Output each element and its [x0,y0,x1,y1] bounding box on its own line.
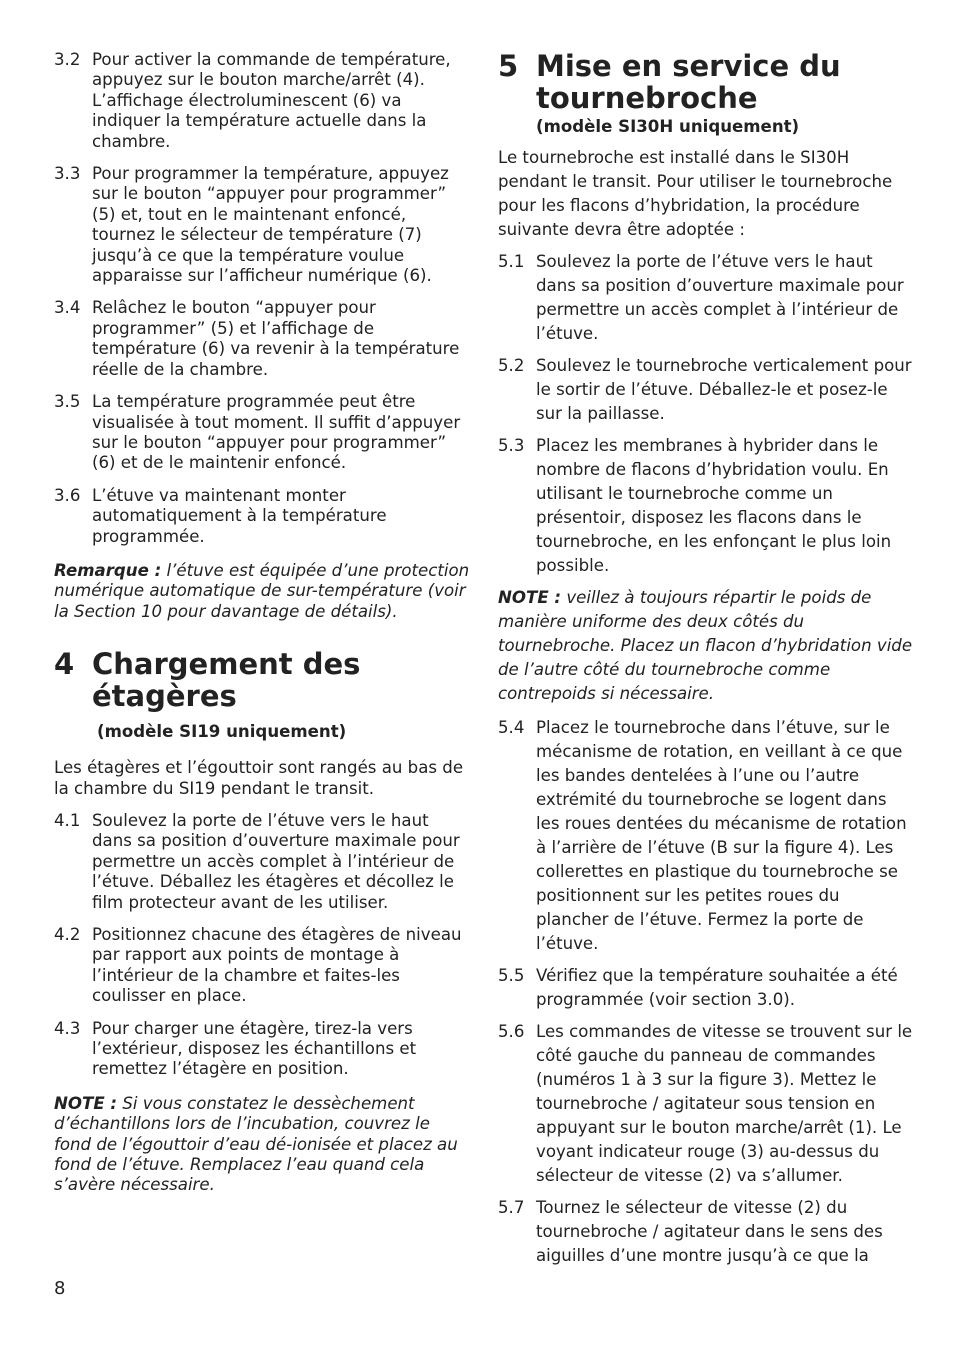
list-item [498,1020,914,1188]
item-number: 3.5 [54,392,81,412]
list-item [498,354,914,426]
item-text: Placez le tournebroche dans l’étuve, sur le mécanisme de rotation, en veillant à ce que les bandes dentelées à l’une ou l’autre extrémité du tournebroche se logent dans les roues dentées du mécanisme de rotation à l’arrière de l’étuve (B sur la figure 4). Les collerettes en plastique du tournebroche se positionnent sur les petites roues du plancher de l’étuve. Fermez la porte de l’étuve. [536,718,907,953]
item-number: 3.6 [54,485,81,505]
item-number: 3.3 [54,164,81,184]
item-text: Soulevez le tournebroche verticalement pour le sortir de l’étuve. Déballez-le et posez-le sur la paillasse. [536,356,912,423]
section-5-subtitle: (modèle SI30H uniquement) [536,117,800,136]
list-item [54,811,470,913]
list-item [498,964,914,1012]
remark-label: Remarque : [54,560,162,580]
list-item [54,164,470,286]
item-text: L’étuve va maintenant monter automatiquement à la température programmée. [92,485,387,546]
item-text: Positionnez chacune des étagères de niveau par rapport aux points de montage à l’intérieur de la chambre et faites-les coulisser en place. [92,925,462,1006]
section-4-title: Chargement des étagères [92,647,361,714]
list-item [498,1196,914,1268]
list-item [54,50,470,152]
list-item [54,1019,470,1080]
item-number: 5.6 [498,1022,525,1041]
section-4-note [54,1094,470,1196]
list-item [498,716,914,956]
item-text: Tournez le sélecteur de vitesse (2) du tournebroche / agitateur dans le sens des aiguilles d’une montre jusqu’à ce que la [536,1198,883,1265]
left-column [54,50,470,1212]
item-text: Pour programmer la température, appuyez sur le bouton “appuyer pour programmer” (5) et, tout en le maintenant enfoncé, tournez le sélecteur de température (7) jusqu’à ce que la température voulue apparaisse sur l’afficheur numérique (6). [92,164,449,286]
item-text: Placez les membranes à hybrider dans le nombre de flacons d’hybridation voulu. En utilisant le tournebroche comme un présentoir, disposez les flacons dans le tournebroche, en les enfonçant le plus loin possible. [536,436,892,575]
note-text: Si vous constatez le dessèchement d’échantillons lors de l’incubation, couvrez le fond de l’égouttoir d’eau dé-ionisée et placez au fond de l’étuve. Remplacez l’eau quand cela s’avère nécessaire. [54,1093,458,1195]
list-item [54,298,470,380]
remark-paragraph [54,561,470,622]
note-label: NOTE : [498,588,562,607]
right-column [498,50,914,1276]
item-number: 3.4 [54,298,81,318]
list-item [54,925,470,1007]
item-text: Pour activer la commande de température, appuyez sur le bouton marche/arrêt (4). L’affichage électroluminescent (6) va indiquer la température actuelle dans la chambre. [92,50,451,151]
section-4 [54,648,470,1196]
section-5-title: Mise en service du tournebroche [536,49,841,115]
item-text: Pour charger une étagère, tirez-la vers l’extérieur, disposez les échantillons et remettez l’étagère en position. [92,1018,417,1079]
item-text: Les commandes de vitesse se trouvent sur le côté gauche du panneau de commandes (numéros 1 à 3 sur la figure 3). Mettez le tournebroche / agitateur sous tension en appuyant sur le bouton marche/arrêt (1). Le voyant indicateur rouge (3) au-dessus du sélecteur de vitesse (2) va s’allumer. [536,1022,913,1185]
section-5-note [498,586,914,706]
section-5-heading [498,50,914,114]
item-text: Soulevez la porte de l’étuve vers le haut dans sa position d’ouverture maximale pour permettre un accès complet à l’intérieur de l’étuve. [536,252,904,343]
section5-list-a [498,250,914,578]
page-number: 8 [54,1278,66,1299]
item-number: 3.2 [54,50,81,69]
item-number: 5.1 [498,252,525,271]
item-number: 5.7 [498,1198,525,1217]
section-4-heading [54,648,470,712]
list-item [498,250,914,346]
section4-list [54,811,470,1080]
item-number: 4.2 [54,925,81,944]
list-item [54,392,470,474]
section-4-number: 4 [54,647,75,682]
item-number: 4.3 [54,1018,81,1038]
item-text: Soulevez la porte de l’étuve vers le haut dans sa position d’ouverture maximale pour permettre un accès complet à l’intérieur de l’étuve. Déballez les étagères et décollez le film protecteur avant de les utiliser. [92,810,460,912]
item-number: 5.4 [498,718,525,737]
section3-list [54,50,470,547]
section5-list-b [498,716,914,1268]
list-item [498,434,914,578]
item-number: 5.2 [498,356,525,375]
remark-text: l’étuve est équipée d’une protection numérique automatique de sur-température (voir la Section 10 pour davantage de détails). [54,560,470,621]
section-4-subtitle: (modèle SI19 uniquement) [97,722,347,742]
note-text: veillez à toujours répartir le poids de manière uniforme des deux côtés du tournebroche. Placez un flacon d’hybridation vide de l’autre côté du tournebroche comme contrepoids si nécessaire. [498,588,913,703]
item-number: 5.5 [498,966,525,985]
section-4-intro: Les étagères et l’égouttoir sont rangés au bas de la chambre du SI19 pendant le transit. [54,758,464,798]
section-5-number: 5 [498,49,519,83]
item-text: La température programmée peut être visualisée à tout moment. Il suffit d’appuyer sur le bouton “appuyer pour programmer” (6) et de le maintenir enfoncé. [92,392,461,473]
note-label: NOTE : [54,1093,118,1113]
list-item [54,486,470,547]
item-text: Vérifiez que la température souhaitée a été programmée (voir section 3.0). [536,966,898,1009]
item-number: 4.1 [54,810,81,830]
item-text: Relâchez le bouton “appuyer pour programmer” (5) et l’affichage de température (6) va revenir à la température réelle de la chambre. [92,298,460,379]
item-number: 5.3 [498,436,525,455]
section-5-intro: Le tournebroche est installé dans le SI30H pendant le transit. Pour utiliser le tournebroche pour les flacons d’hybridation, la procédure suivante devra être adoptée : [498,148,893,239]
